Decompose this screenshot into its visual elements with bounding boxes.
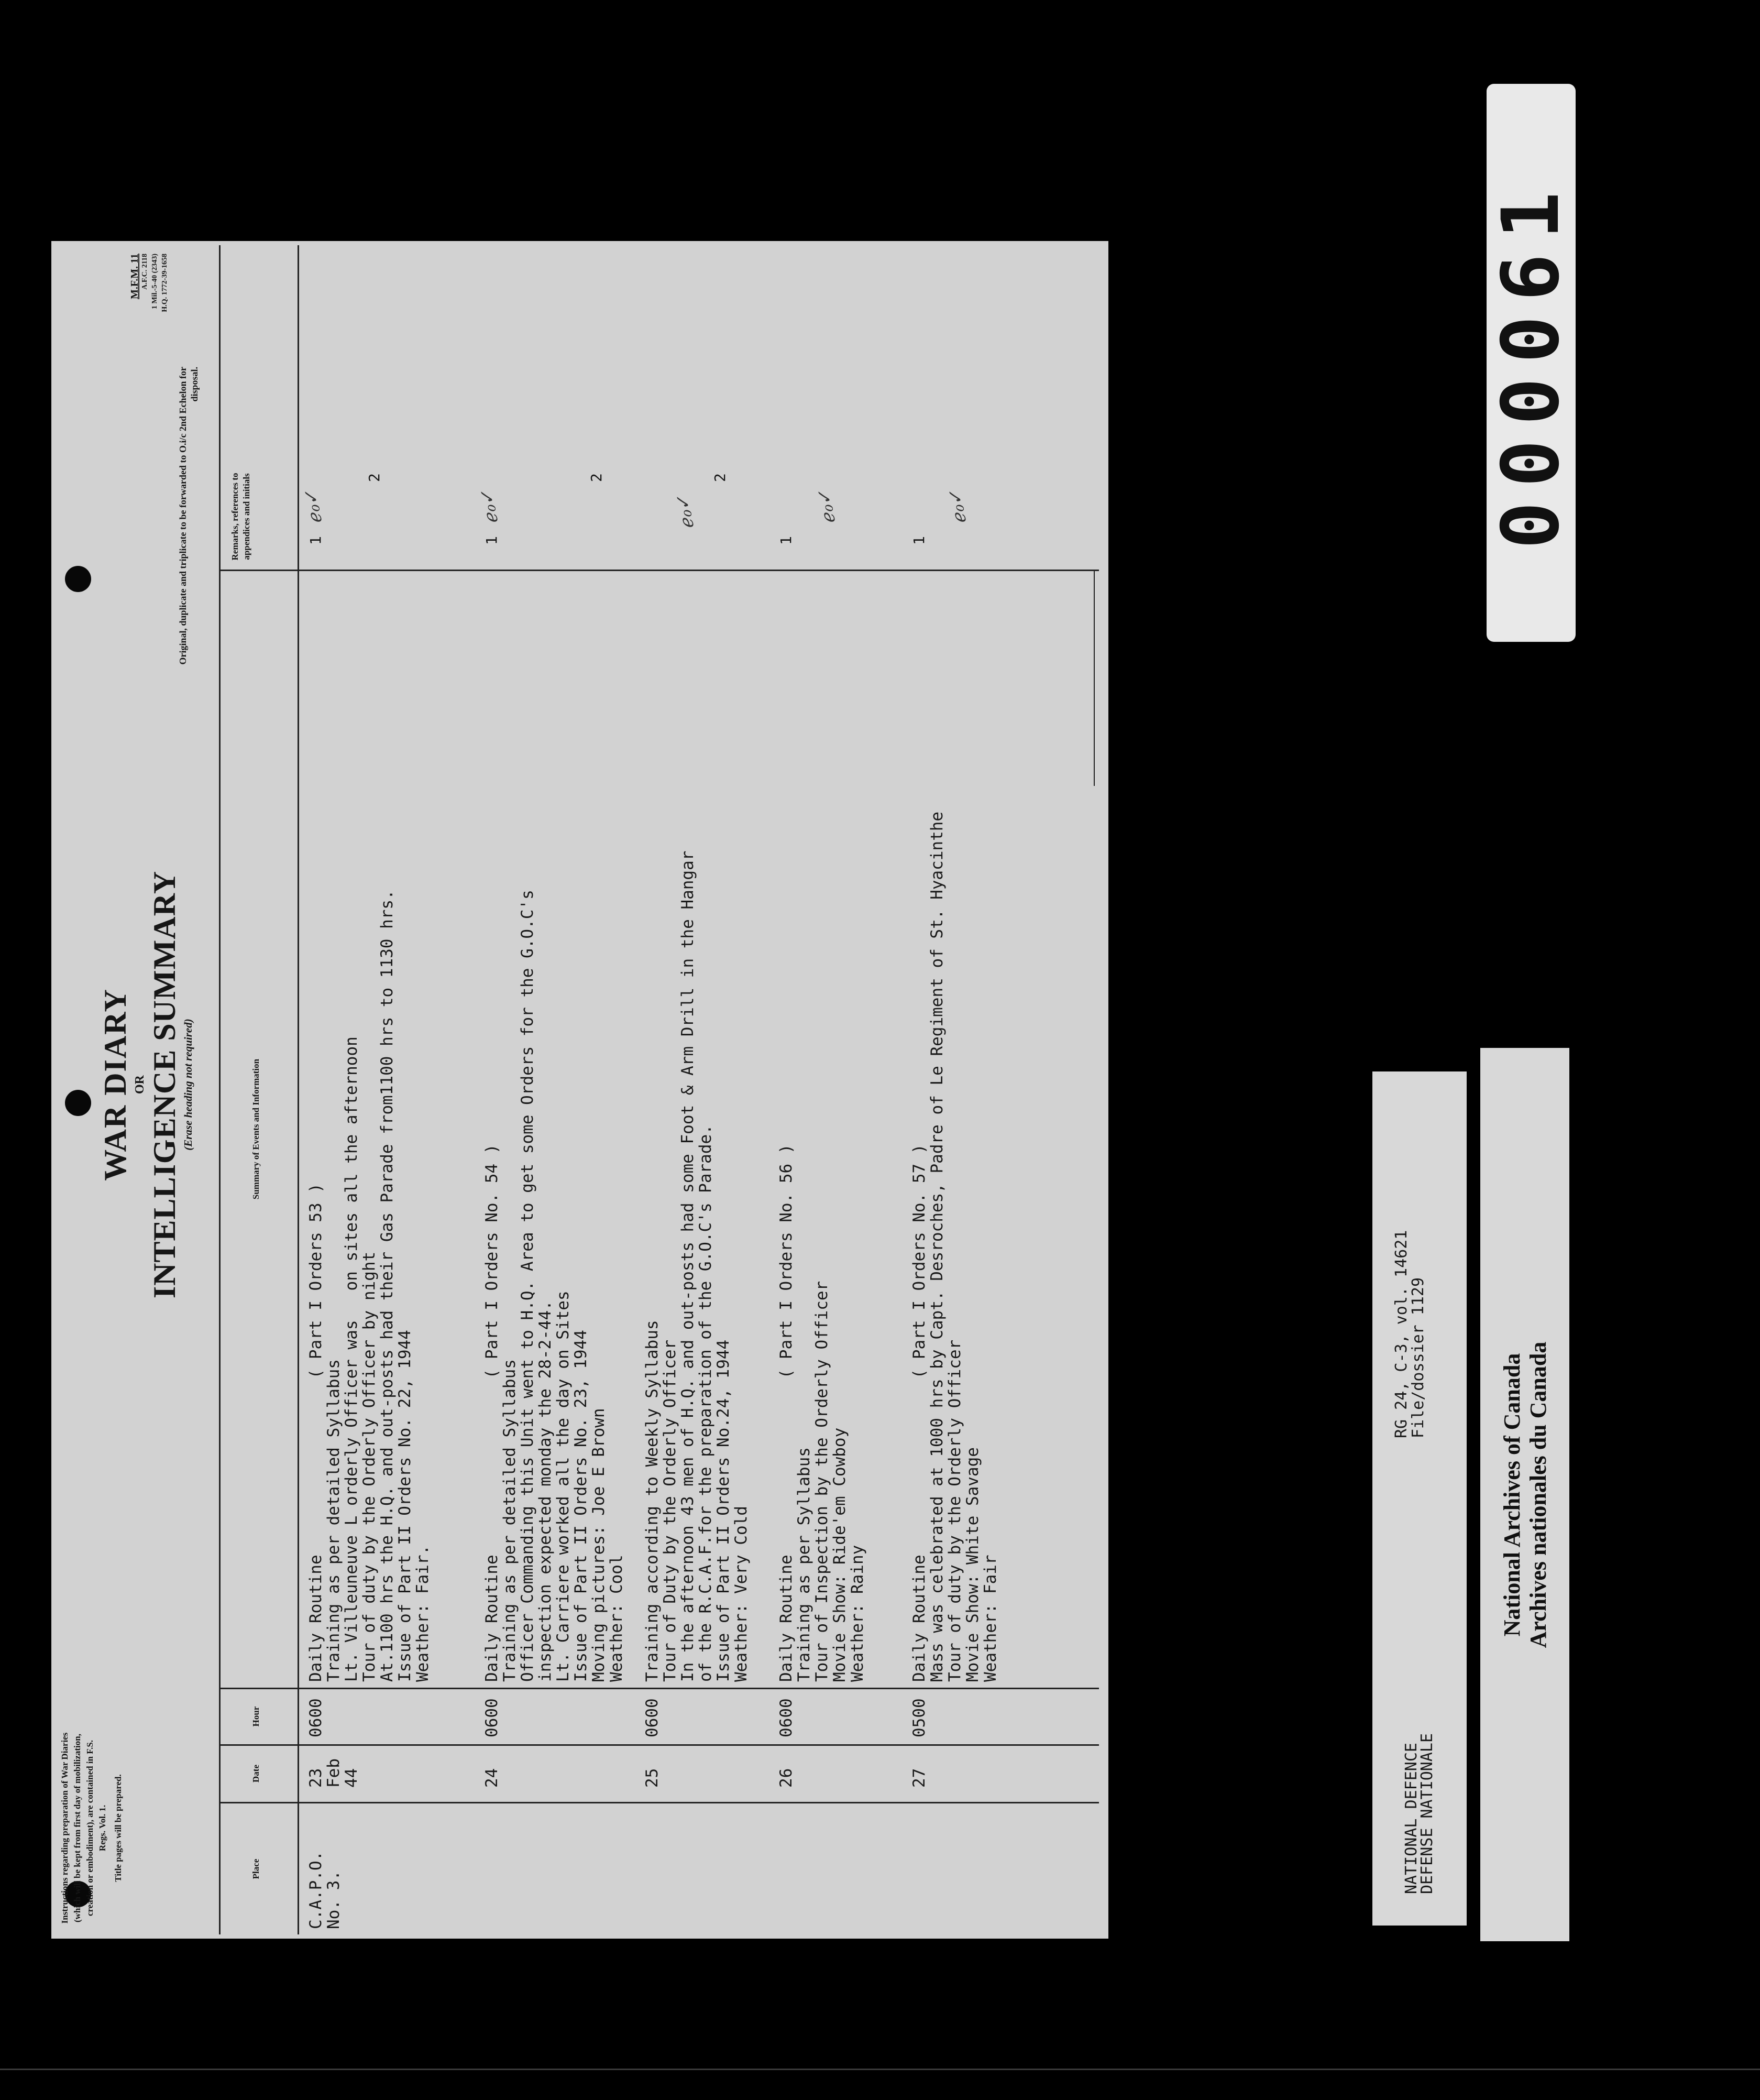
- title-pages-note: Title pages will be prepared.: [113, 1774, 123, 1882]
- column-header-hour: Hour: [251, 1706, 261, 1727]
- national-defence-text: NATIONAL DEFENCE DEFENSE NATIONALE: [1402, 1733, 1436, 1894]
- entry-hour: 0500: [910, 1698, 929, 1737]
- form-ref: 1 Mil.-5-40 (2343): [151, 254, 159, 310]
- entry-summary: Daily Routine ( Part I Orders 53 ) Training as per detailed Syllabus Lt. Villeuneuve L orderly Officer was on sites all the afternoon Tour of duty by the Orderly Officer by night At.1100 hrs the H.Q. and out-posts had their Gas Parade from1100 hrs to 1130 hrs. Issue of Part II Orders No. 22, 1944 Weather: Fair.: [306, 890, 432, 1682]
- column-divider: [219, 1688, 1099, 1689]
- column-header-place: Place: [251, 1858, 261, 1879]
- archive-reference-label: [1372, 1071, 1467, 1926]
- entry-date: 23 Feb 44: [306, 1758, 361, 1788]
- remark-number: 2: [366, 473, 383, 482]
- reference-label: [1372, 1071, 1467, 1926]
- form-ref: M.F.M. 11: [129, 254, 140, 300]
- entry-date: 27: [910, 1768, 929, 1788]
- header-titles: [98, 849, 195, 1320]
- record-group-reference: RG 24, C-3, vol. 14621 File/dossier 1129: [1392, 1230, 1427, 1438]
- diary-sheet: [51, 241, 1108, 1939]
- entry-hour: 0600: [306, 1698, 325, 1737]
- header-rule: [219, 245, 221, 1934]
- entry-hour: 0600: [482, 1698, 501, 1737]
- underline-mark: [1094, 571, 1095, 786]
- form-ref: H.Q. 1772-39-1658: [161, 254, 169, 312]
- instructions: [59, 1731, 125, 1925]
- remark-number: 1: [307, 536, 324, 545]
- header-rule: [298, 245, 299, 1934]
- instructions-text: Instructions regarding preparation of War Diaries (which will be kept from first day of mobilization, creation or embodiment), are contained in F.S. Regs. Vol. 1.: [60, 1732, 107, 1924]
- remark-number: 1: [483, 536, 500, 545]
- title-war-diary: WAR DIARY: [98, 988, 133, 1181]
- film-edge-line: [0, 2069, 1760, 2070]
- handwritten-initials: ℯℴ✓: [477, 488, 502, 526]
- forwarding-note: Original, duplicate and triplicate to be forwarded to O.i/c 2nd Echelon for disposal.: [178, 367, 200, 665]
- column-divider: [219, 570, 1099, 571]
- entry-summary: Daily Routine ( Part I Orders No. 54 ) Training as per detailed Syllabus Officer Commanding this Unit went to H.Q. Area to get some Orders for the G.O.C's inspection expected monday the 28-2-44. Lt. Carriere worked all the day on Sites Issue of Part II Orders No. 23, 1944 Moving pictures: Joe E Brown Weather: Cool: [482, 890, 626, 1682]
- entry-summary: Daily Routine ( Part I Orders No. 56 ) Training as per Syllabus Tour of Inspection by the Orderly Officer Movie Show: Ride'em Cowboy Weather: Rainy: [777, 1144, 867, 1682]
- punch-hole: [65, 566, 91, 592]
- archives-label: National Archives of Canada Archives nationales du Canada: [1499, 1341, 1551, 1648]
- remark-number: 1: [777, 536, 795, 545]
- form-ref: A.F.C. 2118: [141, 254, 149, 290]
- remark-number: 2: [711, 473, 729, 482]
- entry-date: 26: [777, 1768, 796, 1788]
- column-divider: [219, 1744, 1099, 1746]
- handwritten-initials: ℯℴ✓: [301, 488, 326, 526]
- column-divider: [219, 1802, 1099, 1803]
- title-intelligence-summary: INTELLIGENCE SUMMARY: [147, 870, 182, 1299]
- punch-hole: [65, 1090, 91, 1116]
- remark-number: 1: [910, 536, 928, 545]
- entry-hour: 0600: [643, 1698, 662, 1737]
- place-value: C.A.P.O. No. 3.: [306, 1851, 343, 1929]
- title-or: OR: [133, 1075, 147, 1094]
- frame-counter-panel: [1487, 84, 1576, 642]
- entry-summary: Daily Routine ( Part I Orders No. 57 ) Mass was celebrated at 1000 hrs by Capt. Desroches, Padre of Le Regiment of St. Hyacinthe Tour of duty by the Orderly Officer Movie Show: White Savage Weather: Fair: [910, 811, 1000, 1682]
- entry-date: 25: [643, 1768, 662, 1788]
- handwritten-initials: ℯℴ✓: [814, 488, 840, 526]
- heading-note: (Erase heading not required): [182, 1019, 194, 1151]
- handwritten-initials: ℯℴ✓: [945, 488, 971, 526]
- handwritten-initials: ℯℴ✓: [673, 494, 698, 531]
- entry-summary: Training according to Weekly Syllabus Tour of Duty by the Orderly Officer In the afternoon 43 men of H.Q. and out-posts had some Foot & Arm Drill in the Hangar of the R.C.A.F.for the preparation of the G.O.C's Parade. Issue of Part II Orders No.24, 1944 Weather: Very Cold: [643, 850, 751, 1682]
- column-header-remarks: Remarks, references to appendices and initials: [230, 473, 251, 561]
- archives-label-panel: [1480, 1048, 1569, 1941]
- diary-page: [51, 241, 1108, 1939]
- form-references: [130, 254, 170, 358]
- column-header-date: Date: [251, 1765, 261, 1782]
- remark-number: 2: [588, 473, 605, 482]
- entry-hour: 0600: [777, 1698, 796, 1737]
- column-header-summary: Summary of Events and Information: [251, 1058, 261, 1200]
- entry-date: 24: [482, 1768, 501, 1788]
- frame-counter: 000061: [1486, 177, 1577, 549]
